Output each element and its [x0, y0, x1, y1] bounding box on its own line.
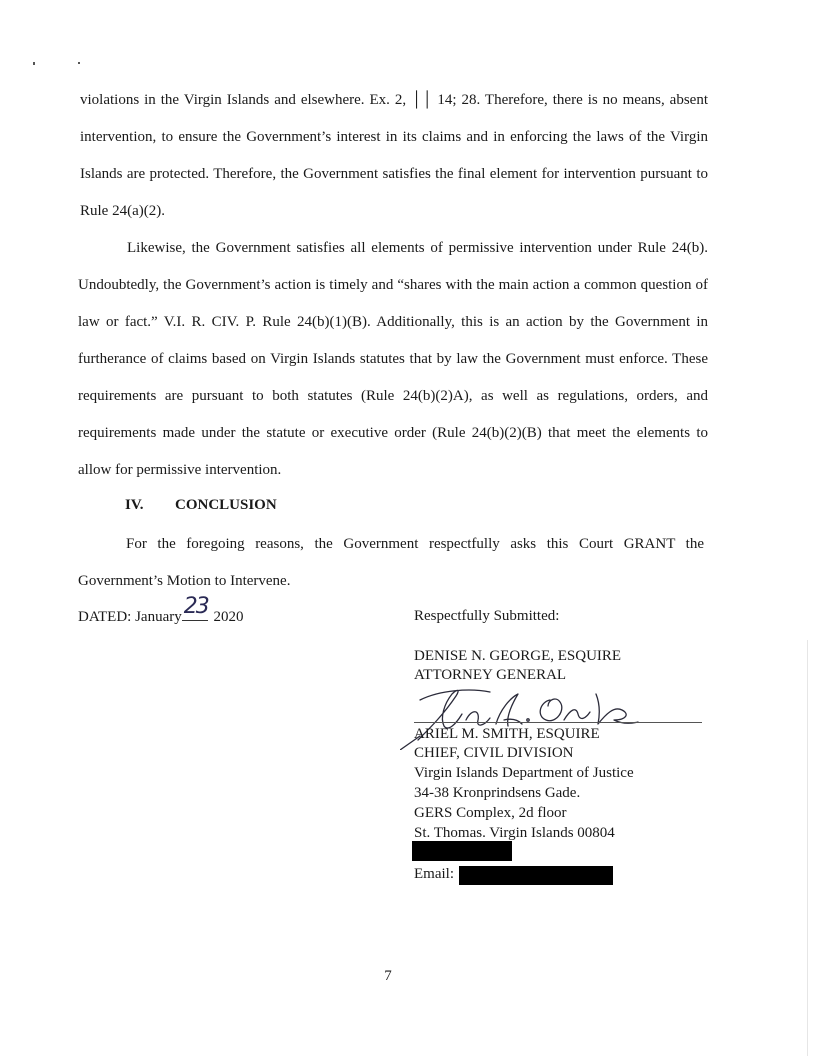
attorney-general-name: DENISE N. GEORGE, ESQUIRE	[414, 648, 622, 664]
section-title: CONCLUSION	[175, 497, 277, 513]
page-number: 7	[384, 968, 392, 984]
signer-title: CHIEF, CIVIL DIVISION	[414, 745, 574, 761]
redacted-email	[459, 866, 613, 885]
paragraph-conclusion: For the foregoing reasons, the Government respectfully asks this Court GRANT the Government’s Motion to Intervene.	[78, 536, 704, 589]
scan-speck	[33, 62, 35, 65]
date-line	[78, 594, 244, 630]
email-line	[414, 864, 454, 884]
scan-speck	[78, 62, 80, 64]
address-line-1: 34-38 Kronprindsens Gade.	[414, 785, 581, 801]
redacted-phone	[412, 841, 512, 861]
email-label: Email:	[414, 866, 454, 882]
handwritten-day: 23	[183, 594, 208, 619]
paragraph-permissive-intervention: Likewise, the Government satisfies all elements of permissive intervention under Rule 24(b). Undoubtedly, the Government’s action is timely and “shares with the main action a common question of law or fact.” V.I. R. CIV. P. Rule 24(b)(1)(B). Additionally, this is an action by the Government in furtherance of claims based on Virgin Islands statutes that by law the Government must enforce. These requirements are pursuant to both statutes (Rule 24(b)(2)A), as well as regulations, orders, and requirements made under the statute or executive order (Rule 24(b)(2)(B) that meet the elements to allow for permissive intervention.	[78, 240, 708, 478]
date-label: DATED: January	[78, 609, 182, 625]
paragraph-intervention-rule-24a: violations in the Virgin Islands and elsewhere. Ex. 2, ││ 14; 28. Therefore, there is no means, absent intervention, to ensure the Government’s interest in its claims and in enforcing the laws of the Virgin Islands are protected. Therefore, the Government satisfies the final element for intervention pursuant to Rule 24(a)(2).	[80, 92, 708, 219]
date-year: 2020	[213, 609, 244, 625]
address-line-2: GERS Complex, 2d floor	[414, 805, 567, 821]
organization: Virgin Islands Department of Justice	[414, 765, 634, 781]
closing-text: Respectfully Submitted:	[414, 608, 560, 624]
section-number: IV.	[125, 497, 144, 513]
signature-line	[414, 722, 702, 723]
section-heading	[125, 494, 277, 516]
address-line-3: St. Thomas. Virgin Islands 00804	[414, 825, 615, 841]
signer-name: ARIEL M. SMITH, ESQUIRE	[414, 726, 600, 742]
attorney-general-title: ATTORNEY GENERAL	[414, 667, 567, 683]
page-edge	[807, 640, 808, 1056]
